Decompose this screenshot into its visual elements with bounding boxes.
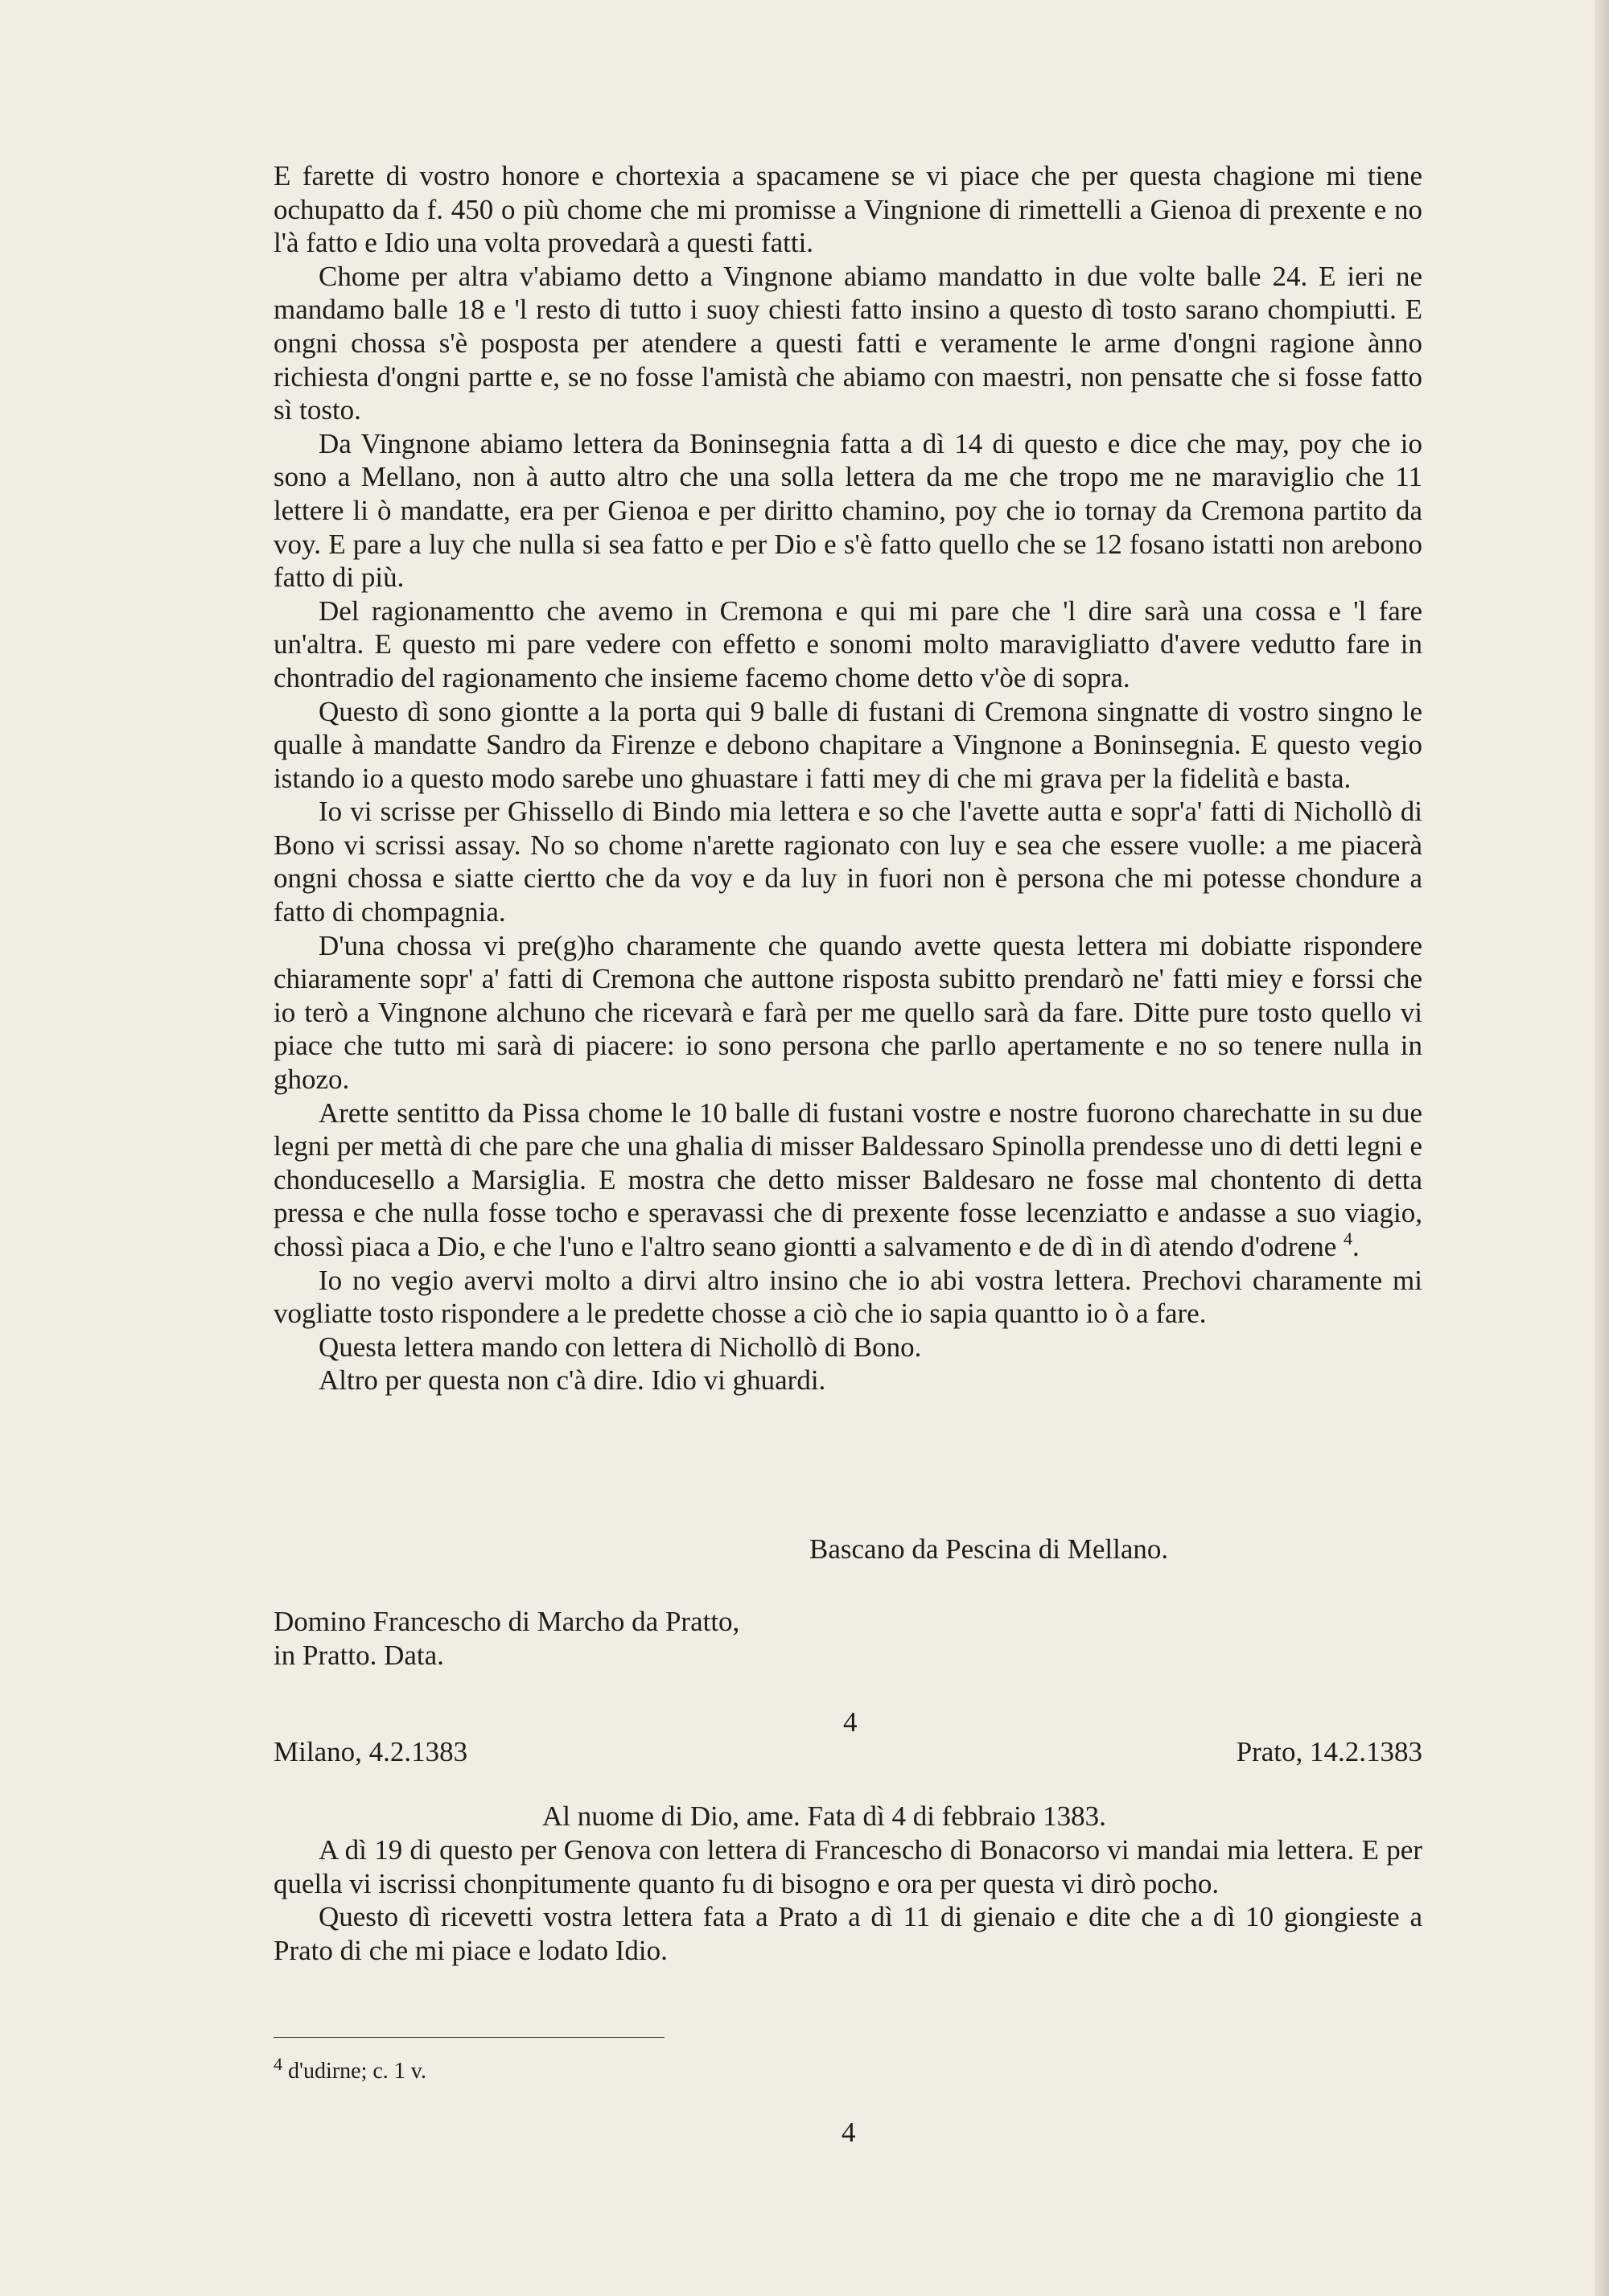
paragraph: Altro per questa non c'à dire. Idio vi ghuardi. bbox=[319, 1364, 826, 1397]
page-edge-shadow bbox=[1595, 0, 1609, 2296]
address-line: Domino Francescho di Marcho da Pratto, bbox=[274, 1606, 740, 1637]
paragraph: A dì 19 di questo per Genova con lettera di Francescho di Bonacorso vi mandai mia lettera. E per quella vi iscrissi chonpitumente quanto fu di bisogno e ora per questa vi dirò pocho. bbox=[274, 1834, 1422, 1899]
letter-heading: Al nuome di Dio, ame. Fata dì 4 di febbraio 1383. bbox=[542, 1800, 1106, 1832]
letter-destination: Prato, 14.2.1383 bbox=[1236, 1736, 1422, 1767]
paragraph-with-footnote: Arette sentitto da Pissa chome le 10 balle di fustani vostre e nostre fuorono charechatte in su due legni per mettà di che pare che una ghalia di misser Baldessaro Spinolla prendesse uno di detti legni e chonducesello a Marsiglia. E mostra che detto misser Baldesaro ne fosse mal chontento di detta pressa e che nulla fosse tocho e speravassi che di prexente fosse lecenziatto e andasse a suo viagio, chossì piaca a Dio, e che l'uno e l'altro seano giontti a salvamento e de dì in dì atendo d'odrene $^4$. bbox=[274, 1097, 1422, 1262]
letter-body-2 bbox=[274, 1833, 1422, 1967]
footnote-text: d'udirne; c. 1 v. bbox=[288, 2059, 426, 2084]
paragraph-text: Arette sentitto da Pissa chome le 10 balle di fustani vostre e nostre fuorono charechatte in su due legni per mettà di che pare che una ghalia di misser Baldessaro Spinolla prendesse uno di detti legni e chonducesello a Marsiglia. E mostra che detto misser Baldesaro ne fosse mal chontento di detta pressa e che nulla fosse tocho e speravassi che di prexente fosse lecenziatto e andasse a suo viagio, chossì piaca a Dio, e che l'uno e l'altro seano giontti a salvamento e de dì in dì atendo d'odrene bbox=[274, 1097, 1422, 1262]
signature: Bascano da Pescina di Mellano. bbox=[809, 1533, 1169, 1565]
address bbox=[274, 1605, 739, 1672]
paragraph: Chome per altra v'abiamo detto a Vingnone abiamo mandatto in due volte balle 24. E ieri ne mandamo balle 18 e 'l resto di tutto i suoy chiesti fatto insino a questo dì tosto sarano chompiutti. E ongni chossa s'è posposta per atendere a questi fatti e veramente le arme d'ongni ragione ànno richiesta d'ongni partte e, se no fosse l'amistà che abiamo con maestri, non pensatte che si fosse fatto sì tosto. bbox=[274, 260, 1422, 426]
address-line: in Pratto. Data. bbox=[274, 1639, 444, 1671]
letter-body bbox=[274, 159, 1422, 1397]
letter-origin: Milano, 4.2.1383 bbox=[274, 1736, 468, 1767]
paragraph: Questo dì ricevetti vostra lettera fata a Prato a dì 11 di gienaio e dite che a dì 10 giongieste a Prato di che mi piace e lodato Idio. bbox=[274, 1901, 1422, 1966]
footnote-reference: 4 bbox=[1344, 1228, 1353, 1249]
footnote-marker: 4 bbox=[274, 2054, 282, 2074]
footnote-divider bbox=[274, 2037, 665, 2038]
paragraph: Questa lettera mando con lettera di Nichollò di Bono. bbox=[319, 1331, 922, 1363]
paragraph: Da Vingnone abiamo lettera da Boninsegnia fatta a dì 14 di questo e dice che may, poy che io sono a Mellano, non à autto altro che una solla lettera da me che tropo me ne maraviglio che 11 lettere li ò mandatte, era per Gienoa e per diritto chamino, poy che io tornay da Cremona partito da voy. E pare a luy che nulla si sea fatto e per Dio e s'è fatto quello che se 12 fosano istatti non arebono fatto di più. bbox=[274, 427, 1422, 594]
page-number: 4 bbox=[842, 2117, 856, 2148]
letter-number: 4 bbox=[843, 1706, 858, 1738]
paragraph: Io vi scrisse per Ghissello di Bindo mia lettera e so che l'avette autta e sopr'a' fatti di Nichollò di Bono vi scrissi assay. No so chome n'arette ragionato con luy e sea che essere vuolle: a me piacerà ongni chossa e siatte ciertto che da voy e da luy in fuori non è persona che mi potesse chondure a fatto di chompagnia. bbox=[274, 796, 1422, 928]
paragraph: Del ragionamentto che avemo in Cremona e qui mi pare che 'l dire sarà una cossa e 'l fare un'altra. E questo mi pare vedere con effetto e sonomi molto maravigliatto d'avere vedutto fare in chontradio del ragionamento che insieme facemo chome detto v'òe di sopra. bbox=[274, 595, 1422, 693]
footnote bbox=[274, 2054, 426, 2085]
paragraph: Io no vegio avervi molto a dirvi altro insino che io abi vostra lettera. Prechovi charamente mi vogliatte tosto rispondere a le predette chosse a ciò che io sapia quantto io ò a fare. bbox=[274, 1264, 1422, 1330]
paragraph: Questo dì sono giontte a la porta qui 9 balle di fustani di Cremona singnatte di vostro singno le qualle à mandatte Sandro da Firenze e debono chapitare a Vingnone a Boninsegnia. E questo vegio istando io a questo modo sarebe uno ghuastare i fatti mey di che mi grava per la fidelità e basta. bbox=[274, 695, 1422, 794]
paragraph: D'una chossa vi pre(g)ho charamente che quando avette questa lettera mi dobiatte rispondere chiaramente sopr' a' fatti di Cremona che auttone risposta subitto prendarò ne' fatti miey e forssi che io terò a Vingnone alchuno che ricevarà e farà per me quello sarà da fare. Ditte pure tosto quello vi piace che tutto mi sarà di piacere: io sono persona che parllo apertamente e no so tenere nulla in ghozo. bbox=[274, 929, 1422, 1096]
paragraph: E farette di vostro honore e chortexia a spacamene se vi piace che per questa chagione mi tiene ochupatto da f. 450 o più chome che mi promisse a Vingnione di rimettelli a Gienoa di prexente e no l'à fatto e Idio una volta provedarà a questi fatti. bbox=[274, 160, 1422, 259]
